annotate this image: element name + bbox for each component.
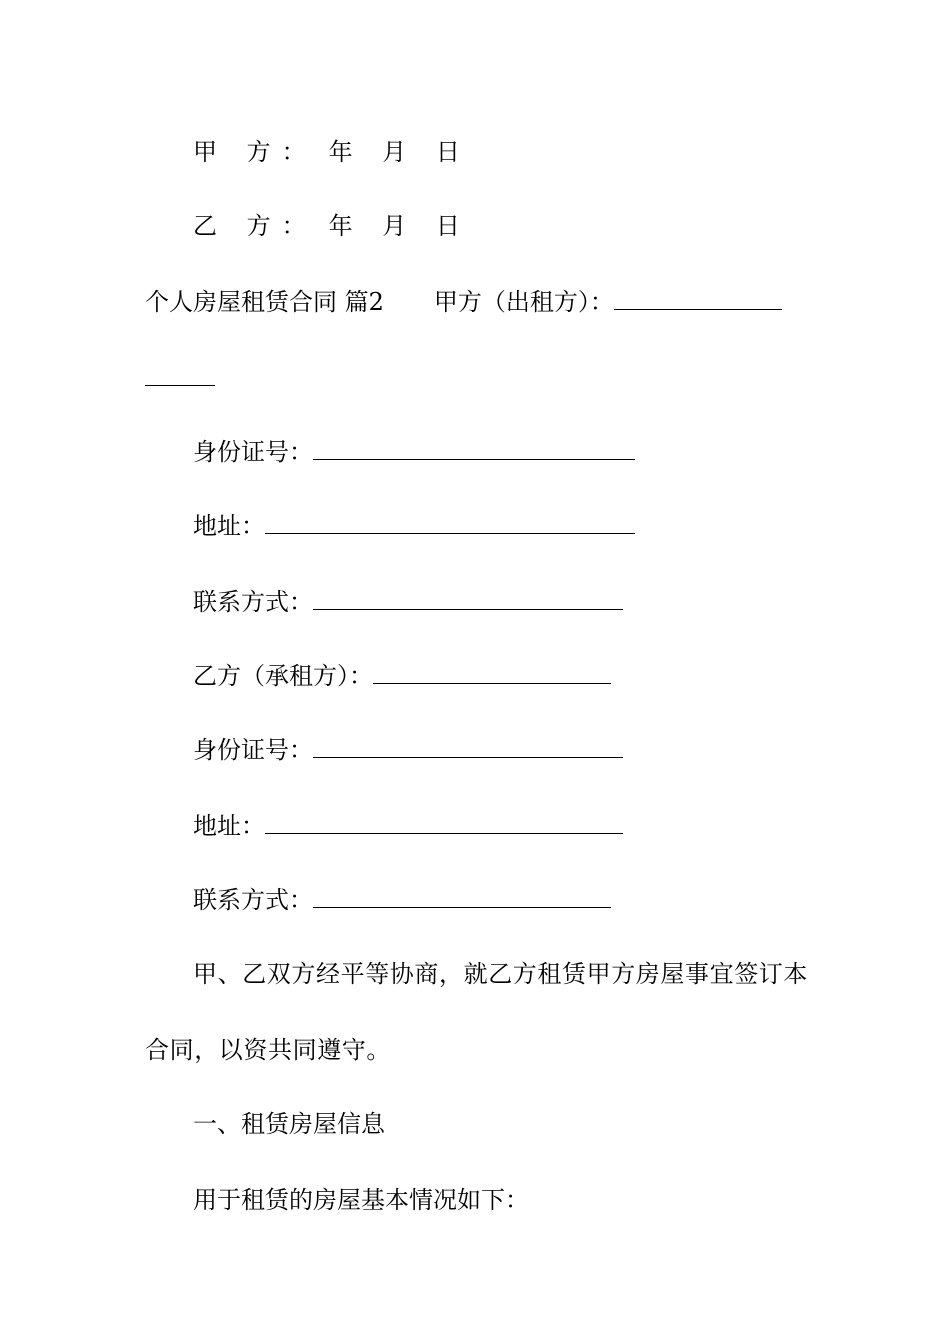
section-1-text: 用于租赁的房屋基本情况如下： [193,1186,529,1214]
lessor-address-label: 地址： [193,512,265,540]
lessee-party-label: 乙方（承租方）： [193,662,373,690]
contract-heading-line [145,286,782,318]
lessor-label: 甲方（出租方）： [433,288,614,316]
lessee-address-label: 地址： [193,812,265,840]
contract-title: 个人房屋租赁合同 篇2 [145,288,384,316]
party-a-signature-line [193,136,471,168]
lessee-contact-label: 联系方式： [193,886,313,914]
party-b-label: 乙 方： [193,212,317,240]
lessor-contact-label: 联系方式： [193,588,313,616]
party-b-signature-line [193,210,471,242]
party-a-label: 甲 方： [193,138,317,166]
lessee-party-line [193,660,611,692]
lessee-id-line [193,734,623,766]
lessor-id-label: 身份证号： [193,438,313,466]
section-1-title: 一、租赁房屋信息 [193,1110,385,1138]
lessee-address-blank [265,811,623,834]
lessor-contact-blank [313,587,623,610]
lessee-name-blank [373,661,611,684]
lessee-id-label: 身份证号： [193,736,313,764]
intro-paragraph-line-2: 合同，以资共同遵守。 [145,1036,391,1064]
lessor-name-blank-continued [145,363,215,386]
lessor-name-blank [614,287,782,310]
lessor-address-line [193,510,635,542]
party-b-date: 年 月 日 [328,212,471,240]
lessor-id-blank [313,437,635,460]
intro-paragraph-line-1: 甲、乙双方经平等协商，就乙方租赁甲方房屋事宜签订本 [193,960,808,988]
lessee-id-blank [313,735,623,758]
lessor-address-blank [265,511,635,534]
lessee-contact-line [193,884,611,916]
lessee-address-line [193,810,623,842]
lessee-contact-blank [313,885,611,908]
lessor-id-line [193,436,635,468]
lessor-name-blank-continued-line [145,362,215,394]
party-a-date: 年 月 日 [328,138,471,166]
lessor-contact-line [193,586,623,618]
